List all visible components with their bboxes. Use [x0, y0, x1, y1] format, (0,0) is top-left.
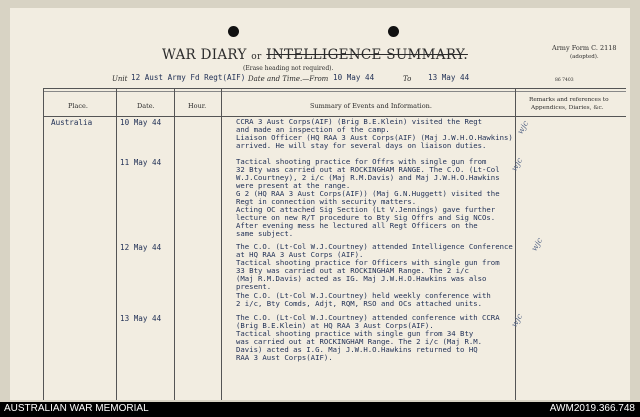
- title-or: or: [251, 52, 262, 62]
- column-rule: [43, 88, 44, 400]
- entry-line: (Maj R.M.Davis) acted as IG. Maj J.W.H.O.Hawkins was also: [236, 274, 487, 283]
- army-form-label: Army Form C. 2118: [552, 44, 617, 52]
- entry-line: Tactical shooting practice for Officers with single gun from: [236, 258, 500, 267]
- table-top-rule-2: [43, 91, 626, 92]
- entry-line: at HQ RAA 3 Aust Corps (AIF).: [236, 250, 364, 259]
- unit-value: 12 Aust Army Fd Regt(AIF): [131, 73, 246, 82]
- col-header-remarks: Remarks and references to: [529, 97, 609, 103]
- to-date: 13 May 44: [428, 73, 470, 82]
- entry-date: 12 May 44: [120, 243, 162, 252]
- handwritten-initials: wjc: [509, 312, 525, 329]
- entry-line: was carried out at ROCKINGHAM Range. The 2 i/c (Maj R.M.: [236, 337, 483, 346]
- entry-line: 33 Bty was carried out at ROCKINGHAM Range. The 2 i/c: [236, 266, 469, 275]
- entry-line: After evening mess he lectured all Regt Officers on the: [236, 221, 478, 230]
- adopted-label: (adopted).: [570, 54, 599, 60]
- form-code: 86 7403: [555, 78, 574, 83]
- punch-hole: [228, 26, 239, 37]
- entry-line: (Brig B.E.Klein) at HQ RAA 3 Aust Corps(AIF).: [236, 321, 434, 330]
- handwritten-initials: wjc: [529, 236, 545, 253]
- entry-date: 10 May 44: [120, 118, 162, 127]
- to-label: To: [403, 75, 412, 83]
- entry-line: Liaison Officer (HQ RAA 3 Aust Corps(AIF) (Maj J.W.H.O.Hawkins): [236, 133, 513, 142]
- entry-line: 32 Bty was carried out at ROCKINGHAM RANGE. The C.O. (Lt-Col: [236, 165, 500, 174]
- entry-line: same subject.: [236, 229, 294, 238]
- entry-line: 2 i/c, Bty Comds, Adjt, RQM, RSO and OCs attached units.: [236, 299, 483, 308]
- table-top-rule: [43, 88, 626, 89]
- column-rule: [116, 88, 117, 400]
- col-header-date: Date.: [137, 102, 155, 110]
- entry-line: The C.O. (Lt-Col W.J.Courtney) attended conference with CCRA: [236, 313, 500, 322]
- handwritten-initials: wjc: [509, 156, 525, 173]
- from-date: 10 May 44: [333, 73, 375, 82]
- archive-footer: [0, 402, 640, 417]
- entry-line: arrived. He will stay for several days on liaison duties.: [236, 141, 487, 150]
- entry-line: Tactical shooting practice with single gun from 34 Bty: [236, 329, 474, 338]
- unit-label: Unit: [112, 75, 128, 83]
- archive-reference: AWM2019.366.748: [549, 403, 635, 414]
- col-header-hour: Hour.: [188, 102, 207, 110]
- diary-sheet: [10, 8, 630, 400]
- column-rule: [515, 88, 516, 400]
- punch-hole: [388, 26, 399, 37]
- entry-line: The C.O. (Lt-Col W.J.Courtney) attended Intelligence Conference: [236, 242, 513, 251]
- col-header-summary: Summary of Events and Information.: [310, 102, 432, 110]
- entry-line: were present at the range.: [236, 181, 351, 190]
- entry-date: 13 May 44: [120, 314, 162, 323]
- entry-line: Tactical shooting practice for Offrs with single gun from: [236, 157, 487, 166]
- date-time-label: Date and Time.—From: [248, 75, 329, 83]
- archive-name: AUSTRALIAN WAR MEMORIAL: [4, 403, 149, 414]
- col-header-place: Place.: [68, 102, 88, 110]
- form-title: [162, 47, 468, 63]
- entry-line: lecture on new R/T procedure to Bty Sig Offrs and Sig NCOs.: [236, 213, 496, 222]
- entry-line: Regt in connection with security matters.: [236, 197, 417, 206]
- col-header-remarks: Appendices, Diaries, &c.: [531, 105, 604, 111]
- handwritten-initials: wjc: [515, 119, 531, 136]
- erase-note: (Erase heading not required).: [243, 65, 334, 72]
- column-rule: [221, 88, 222, 400]
- title-prefix: WAR DIARY: [162, 47, 247, 63]
- entry-place: Australia: [51, 118, 93, 127]
- entry-line: The C.O. (Lt-Col W.J.Courtney) held weekly conference with: [236, 291, 491, 300]
- entry-line: Acting OC attached Sig Section (Lt V.Jennings) gave further: [236, 205, 496, 214]
- entry-line: Davis) acted as I.G. Maj J.W.H.O.Hawkins returned to HQ: [236, 345, 478, 354]
- column-rule: [174, 88, 175, 400]
- entry-line: present.: [236, 282, 272, 291]
- entry-date: 11 May 44: [120, 158, 162, 167]
- entry-line: RAA 3 Aust Corps(AIF).: [236, 353, 333, 362]
- entry-line: CCRA 3 Aust Corps(AIF) (Brig B.E.Klein) visited the Regt: [236, 117, 483, 126]
- title-struck: INTELLIGENCE SUMMARY.: [266, 47, 468, 63]
- entry-line: and made an inspection of the camp.: [236, 125, 390, 134]
- entry-line: G 2 (HQ RAA 3 Aust Corps(AIF)) (Maj G.N.Huggett) visited the: [236, 189, 500, 198]
- entry-line: W.J.Courtney), 2 i/c (Maj R.M.Davis) and Maj J.W.H.O.Hawkins: [236, 173, 500, 182]
